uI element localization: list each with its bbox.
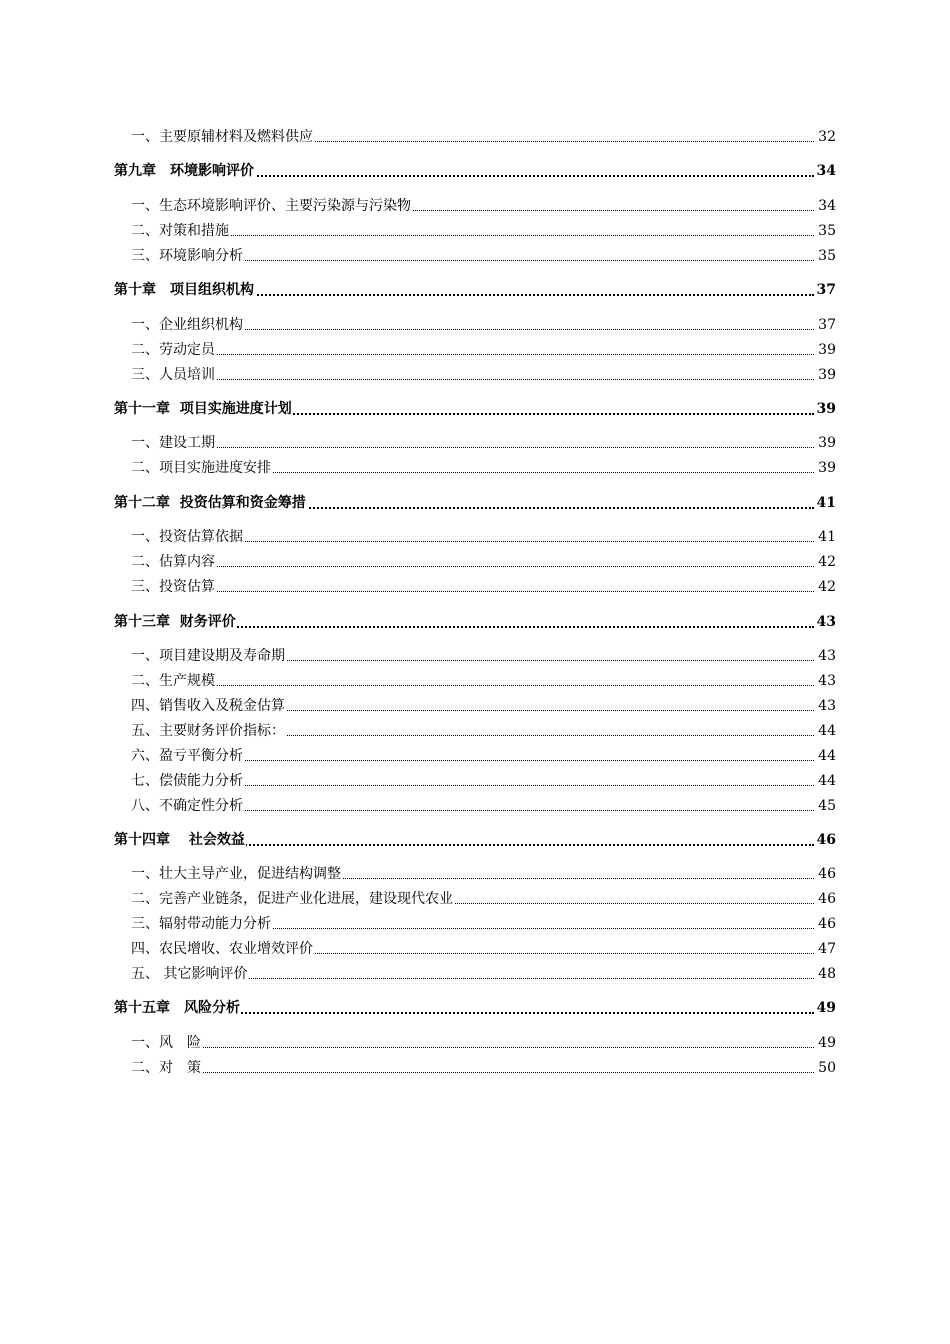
toc-page-number: 34 [818, 198, 836, 214]
toc-entry-title: 二、生产规模 [131, 673, 215, 689]
toc-section-entry[interactable] [0, 964, 950, 984]
toc-entry-title: 七、偿债能力分析 [131, 773, 243, 789]
toc-chapter-entry[interactable] [0, 830, 950, 850]
toc-section-entry[interactable] [0, 196, 950, 216]
toc-section-entry[interactable] [0, 340, 950, 360]
toc-dot-leader [131, 685, 814, 686]
toc-entry-title: 第十四章 社会效益 [114, 832, 245, 848]
toc-section-entry[interactable] [0, 221, 950, 241]
toc-entry-title: 一、建设工期 [131, 435, 215, 451]
toc-page-number: 39 [818, 460, 836, 476]
toc-entry-title: 第十三章 财务评价 [114, 614, 236, 630]
toc-dot-leader [131, 1047, 814, 1048]
toc-section-entry[interactable] [0, 939, 950, 959]
toc-entry-title: 第十章 项目组织机构 [114, 282, 254, 298]
toc-page-number: 46 [816, 832, 836, 848]
toc-section-entry[interactable] [0, 577, 950, 597]
toc-section-entry[interactable] [0, 527, 950, 547]
toc-chapter-entry[interactable] [0, 280, 950, 300]
toc-entry-title: 二、完善产业链条，促进产业化进展，建设现代农业 [131, 891, 453, 907]
toc-chapter-entry[interactable] [0, 612, 950, 632]
toc-dot-leader [131, 235, 814, 236]
toc-page-number: 49 [818, 1035, 836, 1051]
toc-entry-title: 二、估算内容 [131, 554, 215, 570]
toc-dot-leader [131, 447, 814, 448]
toc-chapter-entry[interactable] [0, 399, 950, 419]
toc-entry-title: 一、项目建设期及寿命期 [131, 648, 285, 664]
toc-entry-title: 二、劳动定员 [131, 342, 215, 358]
toc-page-number: 35 [818, 248, 836, 264]
toc-dot-leader [131, 1072, 814, 1073]
toc-section-entry[interactable] [0, 696, 950, 716]
toc-entry-title: 三、辐射带动能力分析 [131, 916, 271, 932]
toc-page-number: 34 [816, 163, 836, 179]
toc-page-number: 46 [818, 891, 836, 907]
toc-page-number: 39 [818, 367, 836, 383]
toc-entry-title: 四、销售收入及税金估算 [131, 698, 285, 714]
toc-section-entry[interactable] [0, 246, 950, 266]
toc-section-entry[interactable] [0, 889, 950, 909]
toc-entry-title: 一、企业组织机构 [131, 317, 243, 333]
toc-section-entry[interactable] [0, 458, 950, 478]
toc-page-number: 47 [818, 941, 836, 957]
toc-page-number: 39 [818, 342, 836, 358]
toc-section-entry[interactable] [0, 721, 950, 741]
toc-chapter-entry[interactable] [0, 161, 950, 181]
toc-entry-title: 二、项目实施进度安排 [131, 460, 271, 476]
toc-page-number: 35 [818, 223, 836, 239]
toc-page-number: 48 [818, 966, 836, 982]
toc-section-entry[interactable] [0, 646, 950, 666]
toc-section-entry[interactable] [0, 746, 950, 766]
toc-page-number: 49 [816, 1000, 836, 1016]
toc-entry-title: 第十二章 投资估算和资金筹措 [114, 495, 306, 511]
toc-page-number: 42 [818, 579, 836, 595]
toc-entry-title: 四、农民增收、农业增效评价 [131, 941, 313, 957]
toc-entry-title: 第九章 环境影响评价 [114, 163, 254, 179]
toc-page-number: 44 [818, 748, 836, 764]
toc-page-number: 44 [818, 773, 836, 789]
toc-entry-title: 三、人员培训 [131, 367, 215, 383]
toc-section-entry[interactable] [0, 127, 950, 147]
toc-page-number: 46 [818, 916, 836, 932]
toc-page-number: 43 [818, 673, 836, 689]
toc-section-entry[interactable] [0, 552, 950, 572]
toc-section-entry[interactable] [0, 914, 950, 934]
toc-section-entry[interactable] [0, 1033, 950, 1053]
toc-page-number: 39 [816, 401, 836, 417]
toc-chapter-entry[interactable] [0, 493, 950, 513]
toc-entry-title: 八、不确定性分析 [131, 798, 243, 814]
toc-section-entry[interactable] [0, 433, 950, 453]
toc-section-entry[interactable] [0, 315, 950, 335]
toc-page-number: 44 [818, 723, 836, 739]
toc-entry-title: 三、环境影响分析 [131, 248, 243, 264]
toc-dot-leader [131, 379, 814, 380]
toc-page-number: 45 [818, 798, 836, 814]
toc-page-number: 39 [818, 435, 836, 451]
toc-dot-leader [131, 354, 814, 355]
toc-section-entry[interactable] [0, 671, 950, 691]
toc-entry-title: 六、盈亏平衡分析 [131, 748, 243, 764]
toc-entry-title: 三、投资估算 [131, 579, 215, 595]
toc-page-number: 50 [818, 1060, 836, 1076]
toc-entry-title: 一、主要原辅材料及燃料供应 [131, 129, 313, 145]
toc-entry-title: 一、生态环境影响评价、主要污染源与污染物 [131, 198, 411, 214]
toc-page-number: 43 [816, 614, 836, 630]
toc-entry-title: 五、 其它影响评价 [131, 966, 248, 982]
toc-page-number: 41 [816, 495, 836, 511]
toc-entry-title: 一、投资估算依据 [131, 529, 243, 545]
toc-entry-title: 二、对策和措施 [131, 223, 229, 239]
toc-section-entry[interactable] [0, 864, 950, 884]
toc-chapter-entry[interactable] [0, 998, 950, 1018]
toc-page-number: 37 [818, 317, 836, 333]
toc-dot-leader [131, 591, 814, 592]
toc-page-number: 43 [818, 648, 836, 664]
toc-entry-title: 五、主要财务评价指标： [131, 723, 285, 739]
toc-section-entry[interactable] [0, 771, 950, 791]
toc-page-number: 32 [818, 129, 836, 145]
toc-entry-title: 第十五章 风险分析 [114, 1000, 240, 1016]
toc-entry-title: 第十一章 项目实施进度计划 [114, 401, 292, 417]
toc-page-number: 43 [818, 698, 836, 714]
toc-page-number: 41 [818, 529, 836, 545]
toc-page-number: 42 [818, 554, 836, 570]
toc-entry-title: 一、风 险 [131, 1035, 201, 1051]
toc-page-number: 37 [816, 282, 836, 298]
toc-section-entry[interactable] [0, 365, 950, 385]
toc-section-entry[interactable] [0, 796, 950, 816]
toc-entry-title: 二、对 策 [131, 1060, 201, 1076]
toc-dot-leader [131, 566, 814, 567]
toc-section-entry[interactable] [0, 1058, 950, 1078]
toc-page-number: 46 [818, 866, 836, 882]
toc-entry-title: 一、壮大主导产业，促进结构调整 [131, 866, 341, 882]
